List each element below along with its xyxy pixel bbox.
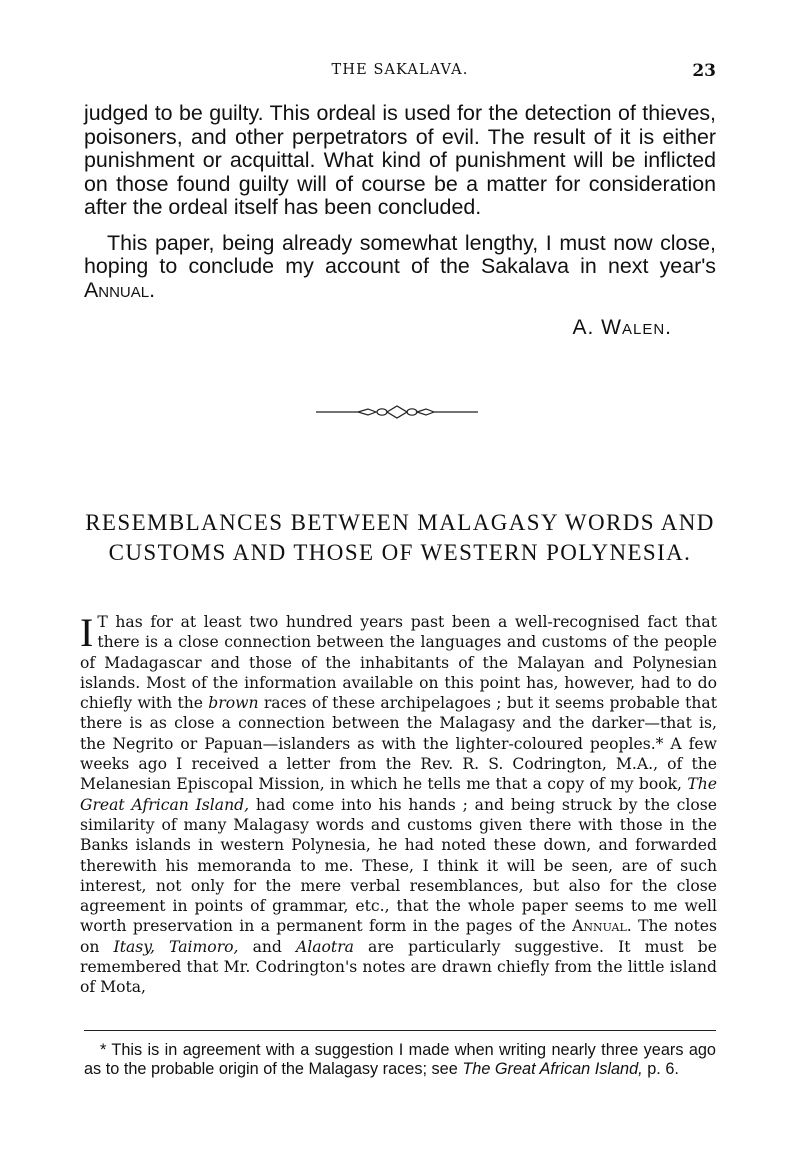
page-number: 23 bbox=[692, 61, 716, 81]
annual-small-caps: Annual bbox=[84, 277, 150, 302]
body-text: A few weeks ago I received a letter from the Rev. R. S. Codrington, M.A., of the Melanesian Episcopal Mission, in which he tells me that a copy of my book, bbox=[80, 734, 717, 794]
body-text: are particularly suggestive. It must be remembered that Mr. Codrington's notes are drawn chiefly from the little island of Mota, bbox=[80, 937, 717, 997]
closing-text: This paper, being already somewhat lengthy, I must now close, hoping to conclude my account of the Sakalava in next year's bbox=[84, 230, 716, 278]
italic-alaotra: Alaotra bbox=[296, 937, 354, 956]
body-text: T has for at least two hundred years past been a well-recognised fact that there is a close connection between the languages and customs of the people of Madagascar and those of the inhabitants of the Malayan and Polynesian islands. Most of the information available on this point has, however, had to do chiefly with the bbox=[80, 613, 717, 713]
article-paragraph bbox=[80, 612, 717, 998]
italic-book-title: The Great African Island, bbox=[462, 1060, 643, 1078]
closing-paragraph bbox=[84, 232, 716, 303]
drop-cap: I bbox=[80, 610, 94, 655]
footnote bbox=[84, 1041, 716, 1079]
footnote-marker: * bbox=[655, 734, 664, 753]
italic-brown: brown bbox=[208, 694, 259, 713]
previous-article-ending bbox=[84, 102, 716, 302]
annual-small-caps: Annual bbox=[572, 917, 627, 936]
footnote-body: This is in agreement with a suggestion I made when writing nearly three years ago as to the probable origin of the Malagasy races; see bbox=[84, 1041, 716, 1078]
footnote-text bbox=[84, 1041, 716, 1079]
footnote-end: p. 6. bbox=[642, 1060, 679, 1078]
footnote-separator bbox=[84, 1030, 716, 1031]
section-divider-ornament bbox=[316, 402, 478, 422]
body-text: had come into his hands ; and being struck by the close similarity of many Malagasy words and customs given there with those in the Banks islands in western Polynesia, he had noted these down, and forwarded therewith his memoranda to me. These, I think it will be seen, are of such interest, not only for the mere verbal resemblances, but also for the close agreement in points of grammar, etc., that the whole paper seems to me well worth preservation in a permanent form in the pages of the bbox=[80, 795, 717, 936]
author-signature: A. Walen. bbox=[572, 316, 672, 339]
article-title: RESEMBLANCES BETWEEN MALAGASY WORDS AND CUSTOMS AND THOSE OF WESTERN POLYNESIA. bbox=[85, 510, 715, 565]
italic-itasy: Itasy, bbox=[113, 937, 155, 956]
italic-taimoro: Taimoro, bbox=[169, 937, 239, 956]
body-text: and bbox=[238, 937, 296, 956]
running-header bbox=[84, 62, 716, 86]
italic-book-title: The Great African Island, bbox=[80, 775, 717, 814]
article-body bbox=[80, 612, 717, 998]
body-text: races of these archipelagoes ; but it seems probable that there is as close a connection between the Malagasy and the darker—that is, the Negrito or Papuan—islanders as with the lighter-coloured peoples. bbox=[80, 694, 717, 753]
body-text: . The notes on bbox=[80, 917, 717, 956]
footnote-marker: * bbox=[100, 1041, 107, 1059]
ordeal-paragraph: judged to be guilty. This ordeal is used for the detection of thieves, poisoners, and other perpetrators of evil. The result of it is either punishment or acquittal. What kind of punishment will be inflicted on those found guilty will of course be a matter for consideration after the ordeal itself has been concluded. bbox=[84, 101, 716, 219]
running-title: THE SAKALAVA. bbox=[331, 62, 469, 78]
closing-period: . bbox=[149, 277, 156, 302]
